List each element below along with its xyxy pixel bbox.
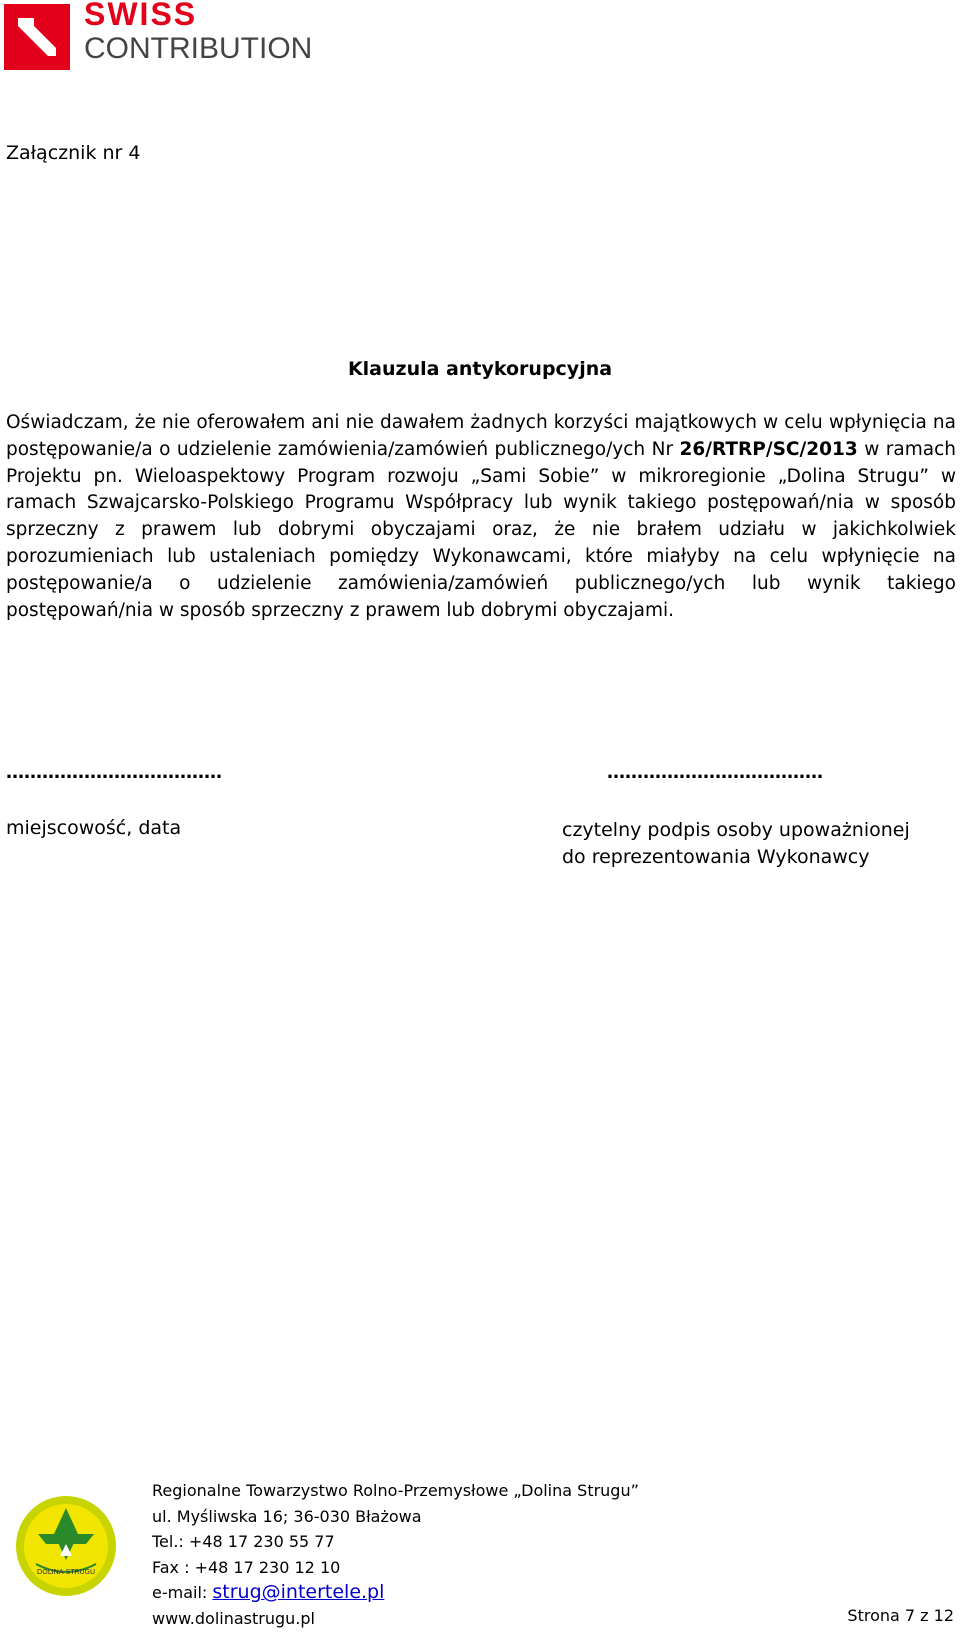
footer-logo-text: DOLINA STRUGU <box>36 1568 96 1576</box>
dolina-strugu-emblem-icon <box>14 1494 118 1598</box>
reference-number: 26/RTRP/SC/2013 <box>679 438 858 460</box>
footer-tel: Tel.: +48 17 230 55 77 <box>152 1532 335 1552</box>
signature-label-line2: do reprezentowania Wykonawcy <box>562 846 870 868</box>
footer-contact <box>152 1478 639 1632</box>
footer-email-row <box>152 1580 639 1606</box>
footer-org-name: Regionalne Towarzystwo Rolno-Przemysłowe „Dolina Strugu” <box>152 1481 639 1500</box>
swiss-contribution-logo <box>4 0 334 70</box>
document-heading: Klauzula antykorupcyjna <box>347 358 613 380</box>
signature-line: ……………………………… <box>607 762 823 783</box>
attachment-label: Załącznik nr 4 <box>6 142 141 164</box>
footer-fax: Fax : +48 17 230 12 10 <box>152 1557 341 1577</box>
logo-title-contribution: CONTRIBUTION <box>84 32 313 65</box>
footer-website[interactable]: www.dolinastrugu.pl <box>152 1608 315 1628</box>
declaration-paragraph <box>6 410 956 624</box>
dolina-strugu-logo <box>14 1494 118 1598</box>
declaration-text-part1: Oświadczam, że nie oferowałem ani nie dawałem żadnych korzyści majątkowych w celu wpłynięcia na postępowanie/a o udzielenie zamówienia/zamówień publicznego/ych Nr <box>6 412 956 460</box>
footer-email-label: e-mail: <box>152 1583 213 1603</box>
signature-label <box>562 817 910 871</box>
place-date-label: miejscowość, data <box>6 817 182 839</box>
logo-title-swiss: SWISS <box>84 0 198 32</box>
swiss-flag-icon <box>4 4 70 70</box>
place-date-line: ……………………………… <box>6 762 222 783</box>
footer-email-link[interactable]: strug@intertele.pl <box>212 1581 385 1604</box>
signature-label-line1: czytelny podpis osoby upoważnionej <box>562 819 910 841</box>
declaration-text-part2: w ramach Projektu pn. Wieloaspektowy Program rozwoju „Sami Sobie” w mikroregionie „Dolina Strugu” w ramach Szwajcarsko-Polskiego Programu Współpracy lub wynik takiego postępowań/nia w sposób sprzeczny z prawem lub dobrymi obyczajami oraz, że nie brałem udziału w jakichkolwiek porozumieniach lub ustaleniach pomiędzy Wykonawcami, które miałyby na celu wpłynięcie na postępowanie/a o udzielenie zamówienia/zamówień publicznego/ych lub wynik takiego postępowań/nia w sposób sprzeczny z prawem lub dobrymi obyczajami. <box>6 438 957 621</box>
page-number: Strona 7 z 12 <box>847 1606 954 1625</box>
footer-address: ul. Myśliwska 16; 36-030 Błażowa <box>152 1506 422 1526</box>
